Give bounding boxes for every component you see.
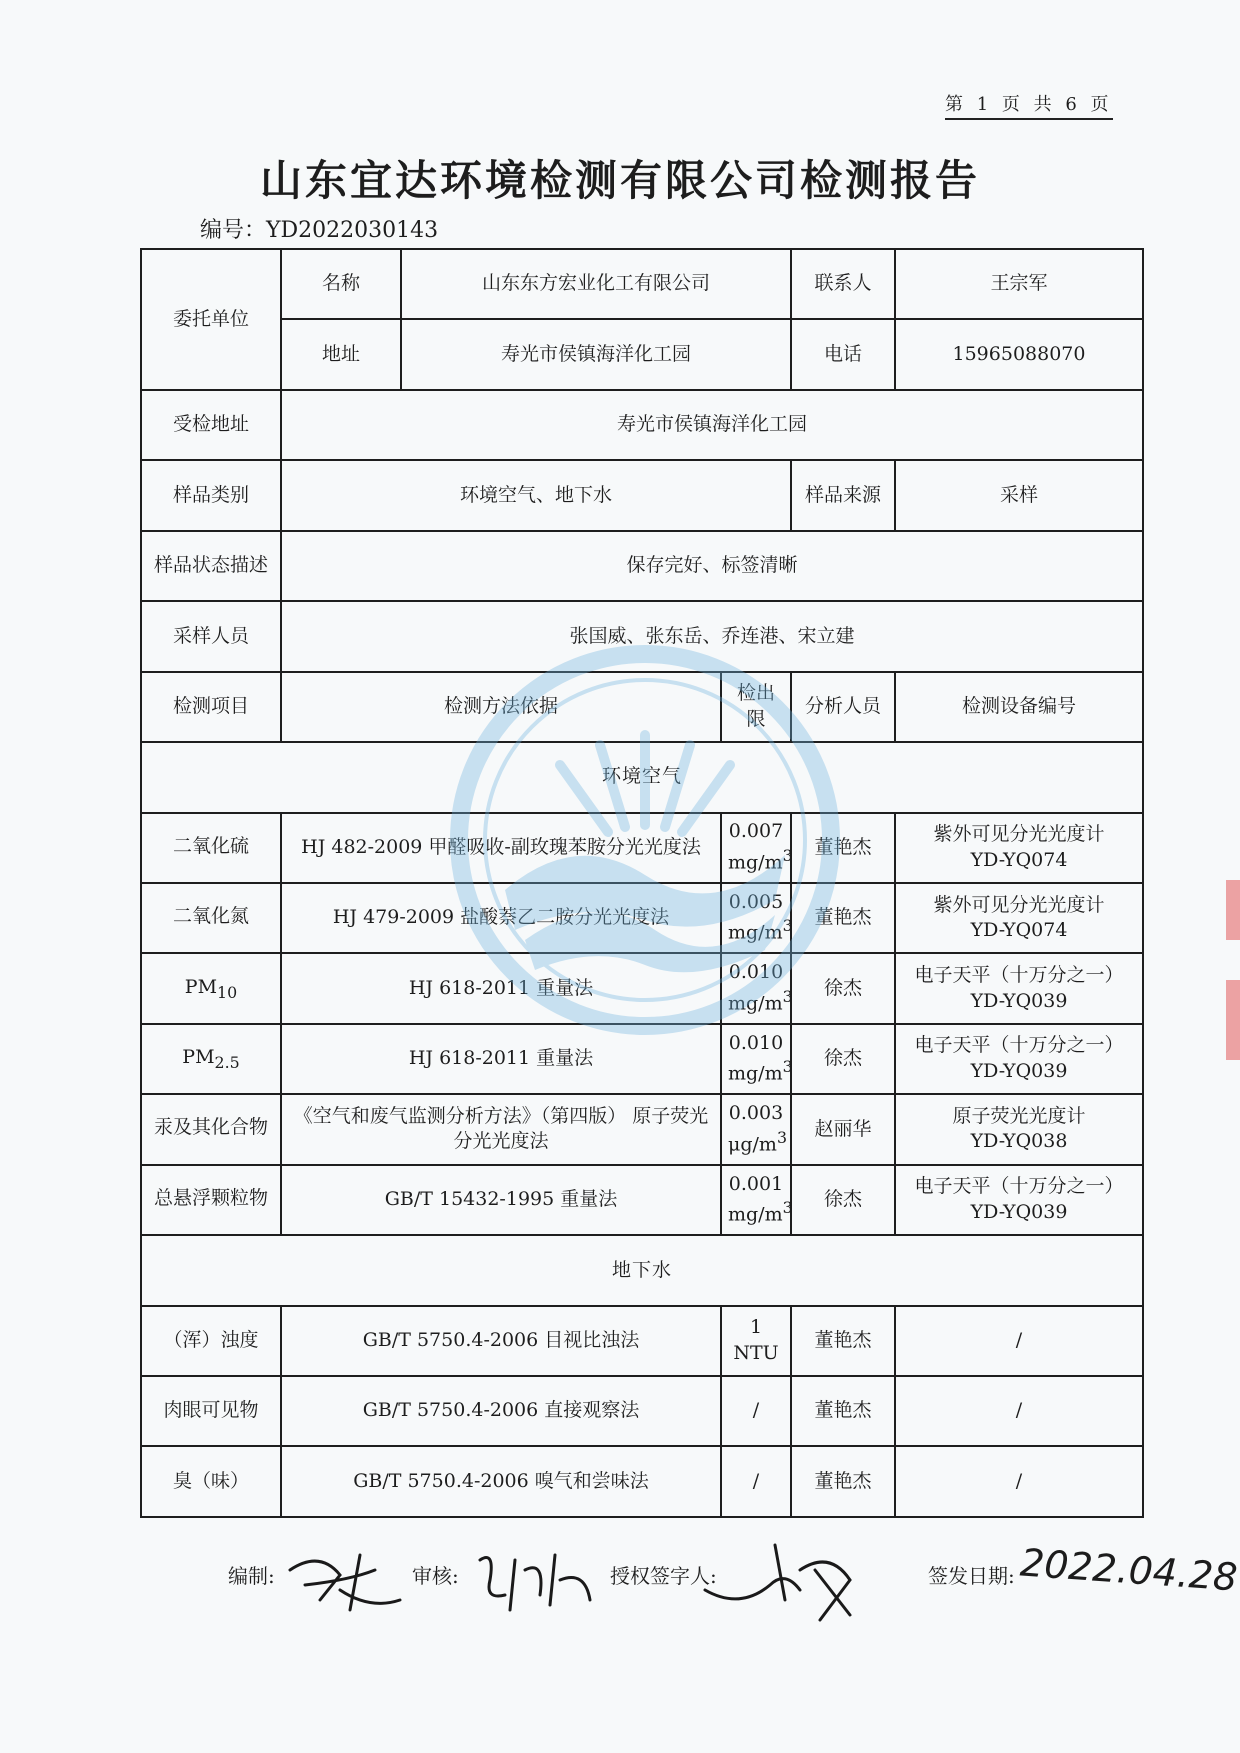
table-row [141, 813, 1143, 883]
table-row [141, 1306, 1143, 1376]
table-row [141, 1446, 1143, 1517]
detection-limit: 0.005 $mg/m^3$ [721, 883, 791, 953]
equipment: 紫外可见分光光度计 YD-YQ074 [895, 813, 1143, 883]
table-row [141, 1024, 1143, 1094]
detection-limit: / [721, 1376, 791, 1446]
sample-type: 环境空气、地下水 [281, 460, 791, 530]
detection-limit: 0.001 $mg/m^3$ [721, 1165, 791, 1235]
item-name: 肉眼可见物 [141, 1376, 281, 1446]
method: HJ 482-2009 甲醛吸收-副玫瑰苯胺分光光度法 [281, 813, 721, 883]
client-address-label: 地址 [281, 319, 401, 389]
table-row [141, 1094, 1143, 1164]
item-name: $PM_{10}$ [141, 953, 281, 1023]
equipment: 电子天平（十万分之一） YD-YQ039 [895, 1165, 1143, 1235]
report-number-label: 编号： [200, 218, 267, 243]
item-name: 二氧化氮 [141, 883, 281, 953]
detection-limit: 0.007 $mg/m^3$ [721, 813, 791, 883]
client-name-label: 名称 [281, 249, 401, 319]
table-row [141, 953, 1143, 1023]
column-header-row [141, 672, 1143, 742]
contact-name: 王宗军 [895, 249, 1143, 319]
client-name: 山东东方宏业化工有限公司 [401, 249, 791, 319]
edge-stamp-mark [1226, 880, 1240, 940]
report-number-value: YD2022030143 [266, 218, 439, 243]
detection-limit: / [721, 1446, 791, 1517]
method: GB/T 5750.4-2006 嗅气和尝味法 [281, 1446, 721, 1517]
sample-source: 采样 [895, 460, 1143, 530]
phone-number: 15965088070 [895, 319, 1143, 389]
reviewer-label: 审核: [412, 1564, 459, 1588]
samplers-row [141, 601, 1143, 671]
equipment: / [895, 1306, 1143, 1376]
item-name: （浑）浊度 [141, 1306, 281, 1376]
compiler-signature [280, 1540, 410, 1620]
inspected-site-row [141, 390, 1143, 460]
contact-label: 联系人 [791, 249, 895, 319]
item-name: 二氧化硫 [141, 813, 281, 883]
analyst: 徐杰 [791, 1165, 895, 1235]
sample-state-label: 样品状态描述 [141, 531, 281, 601]
sample-state-row [141, 531, 1143, 601]
inspected-site: 寿光市侯镇海洋化工园 [281, 390, 1143, 460]
page-indicator: 第 1 页 共 6 页 [945, 90, 1113, 120]
equipment: 紫外可见分光光度计 YD-YQ074 [895, 883, 1143, 953]
method: HJ 618-2011 重量法 [281, 1024, 721, 1094]
sample-type-label: 样品类别 [141, 460, 281, 530]
detection-limit: 0.010 $mg/m^3$ [721, 1024, 791, 1094]
col-analyst-header: 分析人员 [791, 672, 895, 742]
method: 《空气和废气监测分析方法》（第四版） 原子荧光分光光度法 [281, 1094, 721, 1164]
report-title: 山东宜达环境检测有限公司检测报告 [259, 156, 980, 205]
sample-type-row [141, 460, 1143, 530]
analyst: 董艳杰 [791, 813, 895, 883]
table-row [141, 1376, 1143, 1446]
edge-stamp-mark [1226, 980, 1240, 1060]
col-method-header: 检测方法依据 [281, 672, 721, 742]
method: GB/T 5750.4-2006 直接观察法 [281, 1376, 721, 1446]
phone-label: 电话 [791, 319, 895, 389]
report-number [200, 213, 438, 244]
analyst: 董艳杰 [791, 1376, 895, 1446]
sample-state: 保存完好、标签清晰 [281, 531, 1143, 601]
detection-limit: 0.010 $mg/m^3$ [721, 953, 791, 1023]
equipment: / [895, 1376, 1143, 1446]
signature-footer [0, 1540, 1240, 1640]
analyst: 董艳杰 [791, 1446, 895, 1517]
detection-limit: 1 NTU [721, 1306, 791, 1376]
method: GB/T 5750.4-2006 目视比浊法 [281, 1306, 721, 1376]
col-equipment-header: 检测设备编号 [895, 672, 1143, 742]
compiler-label: 编制: [228, 1564, 275, 1588]
issue-date: 2022.04.28 [1018, 1540, 1239, 1600]
table-row [141, 1165, 1143, 1235]
equipment: 电子天平（十万分之一） YD-YQ039 [895, 953, 1143, 1023]
equipment: 原子荧光光度计 YD-YQ038 [895, 1094, 1143, 1164]
signatory-label: 授权签字人: [610, 1564, 717, 1588]
client-address-row [141, 319, 1143, 389]
analyst: 董艳杰 [791, 1306, 895, 1376]
detection-limit: 0.003 $\mu g/m^3$ [721, 1094, 791, 1164]
equipment: / [895, 1446, 1143, 1517]
air-section-row [141, 742, 1143, 812]
analyst: 董艳杰 [791, 883, 895, 953]
client-address: 寿光市侯镇海洋化工园 [401, 319, 791, 389]
analyst: 徐杰 [791, 953, 895, 1023]
report-table [140, 248, 1144, 1518]
reviewer-signature [470, 1540, 600, 1620]
item-name: 总悬浮颗粒物 [141, 1165, 281, 1235]
air-section-label: 环境空气 [141, 742, 1143, 812]
item-name: 汞及其化合物 [141, 1094, 281, 1164]
table-row [141, 883, 1143, 953]
water-section-row [141, 1235, 1143, 1305]
col-limit-header: 检出限 [721, 672, 791, 742]
client-name-row [141, 249, 1143, 319]
analyst: 赵丽华 [791, 1094, 895, 1164]
inspected-site-label: 受检地址 [141, 390, 281, 460]
col-item-header: 检测项目 [141, 672, 281, 742]
analyst: 徐杰 [791, 1024, 895, 1094]
method: GB/T 15432-1995 重量法 [281, 1165, 721, 1235]
samplers: 张国威、张东岳、乔连港、宋立建 [281, 601, 1143, 671]
sample-source-label: 样品来源 [791, 460, 895, 530]
issue-date-label: 签发日期: [928, 1564, 1015, 1588]
client-section-label: 委托单位 [141, 249, 281, 390]
method: HJ 479-2009 盐酸萘乙二胺分光光度法 [281, 883, 721, 953]
signatory-signature [700, 1540, 860, 1630]
samplers-label: 采样人员 [141, 601, 281, 671]
equipment: 电子天平（十万分之一） YD-YQ039 [895, 1024, 1143, 1094]
water-section-label: 地下水 [141, 1235, 1143, 1305]
item-name: 臭（味） [141, 1446, 281, 1517]
item-name: $PM_{2.5}$ [141, 1024, 281, 1094]
method: HJ 618-2011 重量法 [281, 953, 721, 1023]
